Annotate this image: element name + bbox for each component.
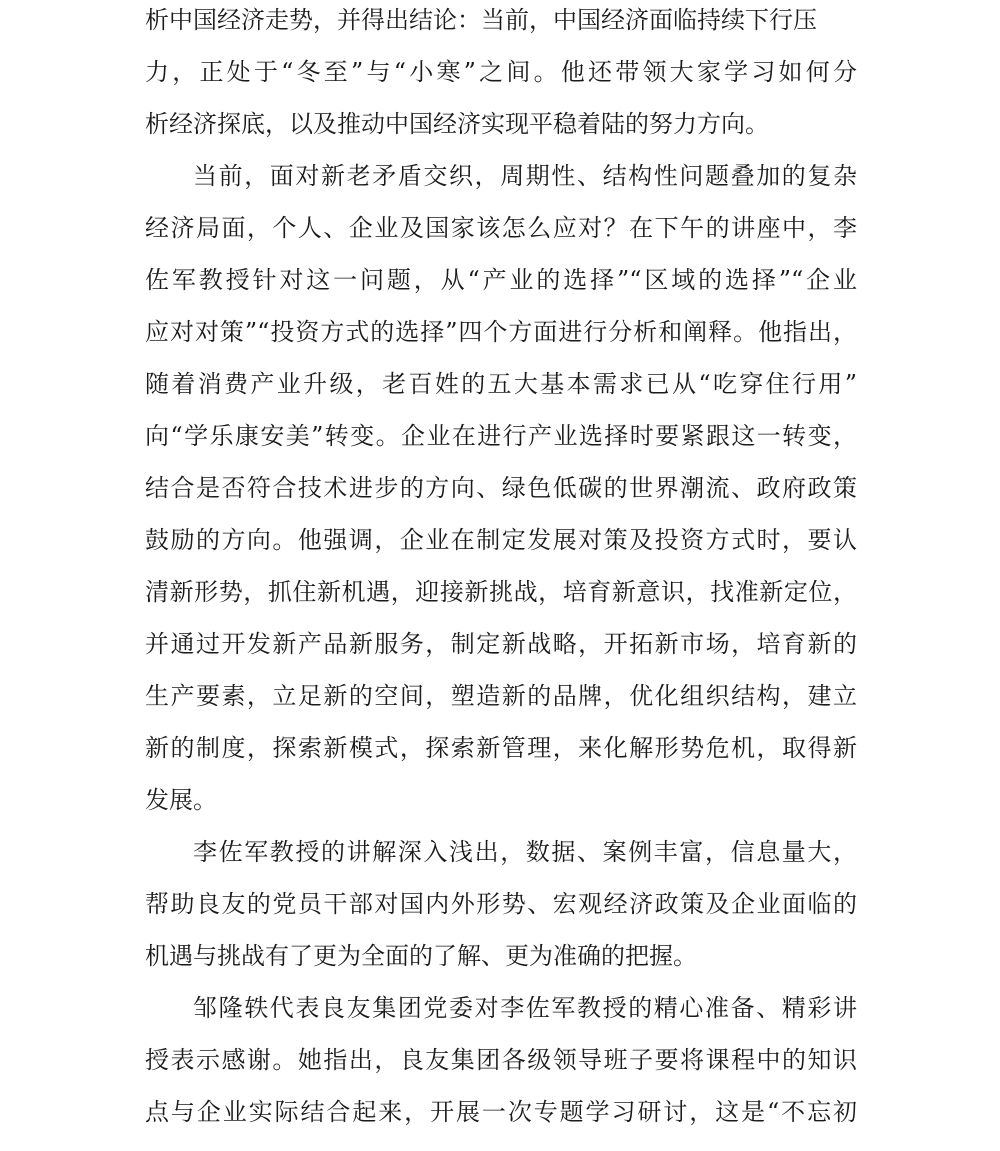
text-line: 邹隆轶代表良友集团党委对李佐军教授的精心准备、精彩讲 (193, 994, 857, 1022)
text-line: 发展。 (145, 786, 217, 814)
text-line: 力，正处于“冬至”与“小寒”之间。他还带领大家学习如何分 (145, 58, 857, 86)
text-line: 鼓励的方向。他强调，企业在制定发展对策及投资方式时，要认 (145, 526, 857, 554)
text-line: 新的制度，探索新模式，探索新管理，来化解形势危机，取得新 (145, 734, 857, 762)
text-line: 点与企业实际结合起来，开展一次专题学习研讨，这是“不忘初 (145, 1098, 857, 1126)
text-line: 清新形势，抓住新机遇，迎接新挑战，培育新意识，找准新定位， (145, 578, 857, 606)
text-line: 经济局面，个人、企业及国家该怎么应对？在下午的讲座中，李 (145, 214, 857, 242)
text-line: 向“学乐康安美”转变。企业在进行产业选择时要紧跟这一转变， (145, 422, 857, 450)
text-line: 析经济探底，以及推动中国经济实现平稳着陆的努力方向。 (145, 110, 769, 138)
text-line: 结合是否符合技术进步的方向、绿色低碳的世界潮流、政府政策 (145, 474, 857, 502)
text-line: 生产要素，立足新的空间，塑造新的品牌，优化组织结构，建立 (145, 682, 857, 710)
text-line: 当前，面对新老矛盾交织，周期性、结构性问题叠加的复杂 (193, 162, 857, 190)
text-line: 析中国经济走势，并得出结论：当前，中国经济面临持续下行压 (145, 6, 817, 34)
text-line: 并通过开发新产品新服务，制定新战略，开拓新市场，培育新的 (145, 630, 857, 658)
text-line: 授表示感谢。她指出，良友集团各级领导班子要将课程中的知识 (145, 1046, 857, 1074)
text-line: 机遇与挑战有了更为全面的了解、更为准确的把握。 (145, 942, 697, 970)
text-line: 佐军教授针对这一问题，从“产业的选择”“区域的选择”“企业 (145, 266, 857, 294)
text-line: 随着消费产业升级，老百姓的五大基本需求已从“吃穿住行用” (145, 370, 857, 398)
text-line: 应对对策”“投资方式的选择”四个方面进行分析和阐释。他指出， (145, 318, 857, 346)
text-line: 李佐军教授的讲解深入浅出，数据、案例丰富，信息量大， (193, 838, 857, 866)
text-line: 帮助良友的党员干部对国内外形势、宏观经济政策及企业面临的 (145, 890, 857, 918)
